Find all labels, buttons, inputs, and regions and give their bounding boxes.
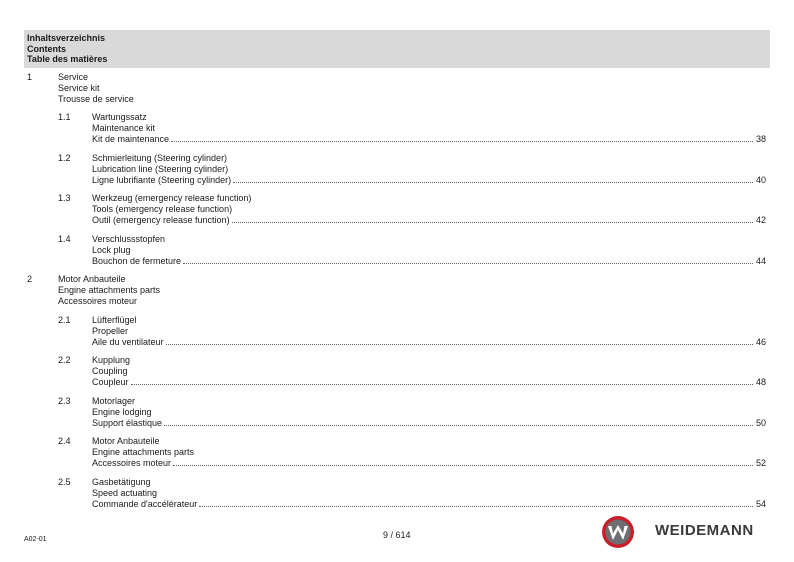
dot-leader — [183, 262, 753, 264]
section-number: 2.1 — [58, 315, 71, 325]
section-title-en: Maintenance kit — [92, 123, 156, 133]
section-title-de: Schmierleitung (Steering cylinder) — [92, 153, 228, 163]
dot-leader — [173, 464, 753, 466]
section-title-en: Coupling — [92, 366, 128, 376]
page-number[interactable]: 54 — [755, 499, 766, 509]
section-title-de: Lüfterflügel — [92, 315, 137, 325]
chapter-number: 1 — [27, 72, 33, 82]
section-title-fr: Outil (emergency release function) — [92, 215, 230, 225]
section-number: 2.3 — [58, 396, 71, 406]
chapter-title-fr: Trousse de service — [58, 94, 134, 104]
section-number: 2.5 — [58, 477, 71, 487]
dot-leader — [171, 140, 753, 142]
title-english: Contents — [27, 43, 66, 54]
page-number[interactable]: 48 — [755, 377, 766, 387]
section-title-fr: Coupleur — [92, 377, 129, 387]
dot-leader — [232, 221, 753, 223]
title-french: Table des matières — [27, 54, 108, 64]
chapter-title-de: Service — [58, 72, 89, 82]
section-title-de: Wartungssatz — [92, 112, 147, 122]
section-title-de: Gasbetätigung — [92, 477, 151, 487]
chapter-title-en: Engine attachments parts — [58, 285, 161, 295]
chapter-number: 2 — [27, 274, 33, 284]
page-number[interactable]: 42 — [755, 215, 766, 225]
section-title-de: Motorlager — [92, 396, 136, 406]
section-title-en: Tools (emergency release function) — [92, 204, 233, 214]
chapter-title-en: Service kit — [58, 83, 100, 93]
chapter-title-fr: Accessoires moteur — [58, 296, 138, 306]
section-title-fr: Accessoires moteur — [92, 458, 172, 468]
section-number: 2.4 — [58, 436, 71, 446]
page-number[interactable]: 38 — [755, 134, 766, 144]
section-number: 1.4 — [58, 234, 71, 244]
section-title-fr: Bouchon de fermeture — [92, 256, 182, 266]
page-number[interactable]: 52 — [755, 458, 766, 468]
page-number[interactable]: 46 — [755, 337, 766, 347]
section-title-fr: Kit de maintenance — [92, 134, 170, 144]
section-title-fr: Aile du ventilateur — [92, 337, 164, 347]
section-title-en: Speed actuating — [92, 488, 158, 498]
section-title-de: Motor Anbauteile — [92, 436, 160, 446]
page-number[interactable]: 50 — [755, 418, 766, 428]
title-german: Inhaltsverzeichnis — [27, 33, 106, 43]
page-number[interactable]: 40 — [755, 175, 766, 185]
page-number[interactable]: 44 — [755, 256, 766, 266]
section-number: 1.1 — [58, 112, 71, 122]
section-title-fr: Support élastique — [92, 418, 163, 428]
page-indicator: 9 / 614 — [383, 530, 411, 540]
dot-leader — [233, 181, 753, 183]
dot-leader — [199, 505, 753, 507]
section-title-en: Lock plug — [92, 245, 131, 255]
section-title-de: Kupplung — [92, 355, 131, 365]
section-title-en: Propeller — [92, 326, 129, 336]
weidemann-logo-icon — [601, 515, 635, 549]
document-code: A02-01 — [24, 536, 47, 543]
brand-name: WEIDEMANN — [655, 522, 754, 539]
section-title-de: Verschlussstopfen — [92, 234, 166, 244]
section-title-de: Werkzeug (emergency release function) — [92, 193, 252, 203]
dot-leader — [166, 343, 753, 345]
section-title-en: Engine attachments parts — [92, 447, 195, 457]
section-number: 1.3 — [58, 193, 71, 203]
section-number: 1.2 — [58, 153, 71, 163]
section-title-fr: Commande d'accélérateur — [92, 499, 198, 509]
toc-header — [24, 30, 770, 68]
dot-leader — [164, 424, 753, 426]
section-title-fr: Ligne lubrifiante (Steering cylinder) — [92, 175, 232, 185]
section-number: 2.2 — [58, 355, 71, 365]
chapter-title-de: Motor Anbauteile — [58, 274, 126, 284]
section-title-en: Engine lodging — [92, 407, 152, 417]
dot-leader — [131, 383, 753, 385]
section-title-en: Lubrication line (Steering cylinder) — [92, 164, 229, 174]
